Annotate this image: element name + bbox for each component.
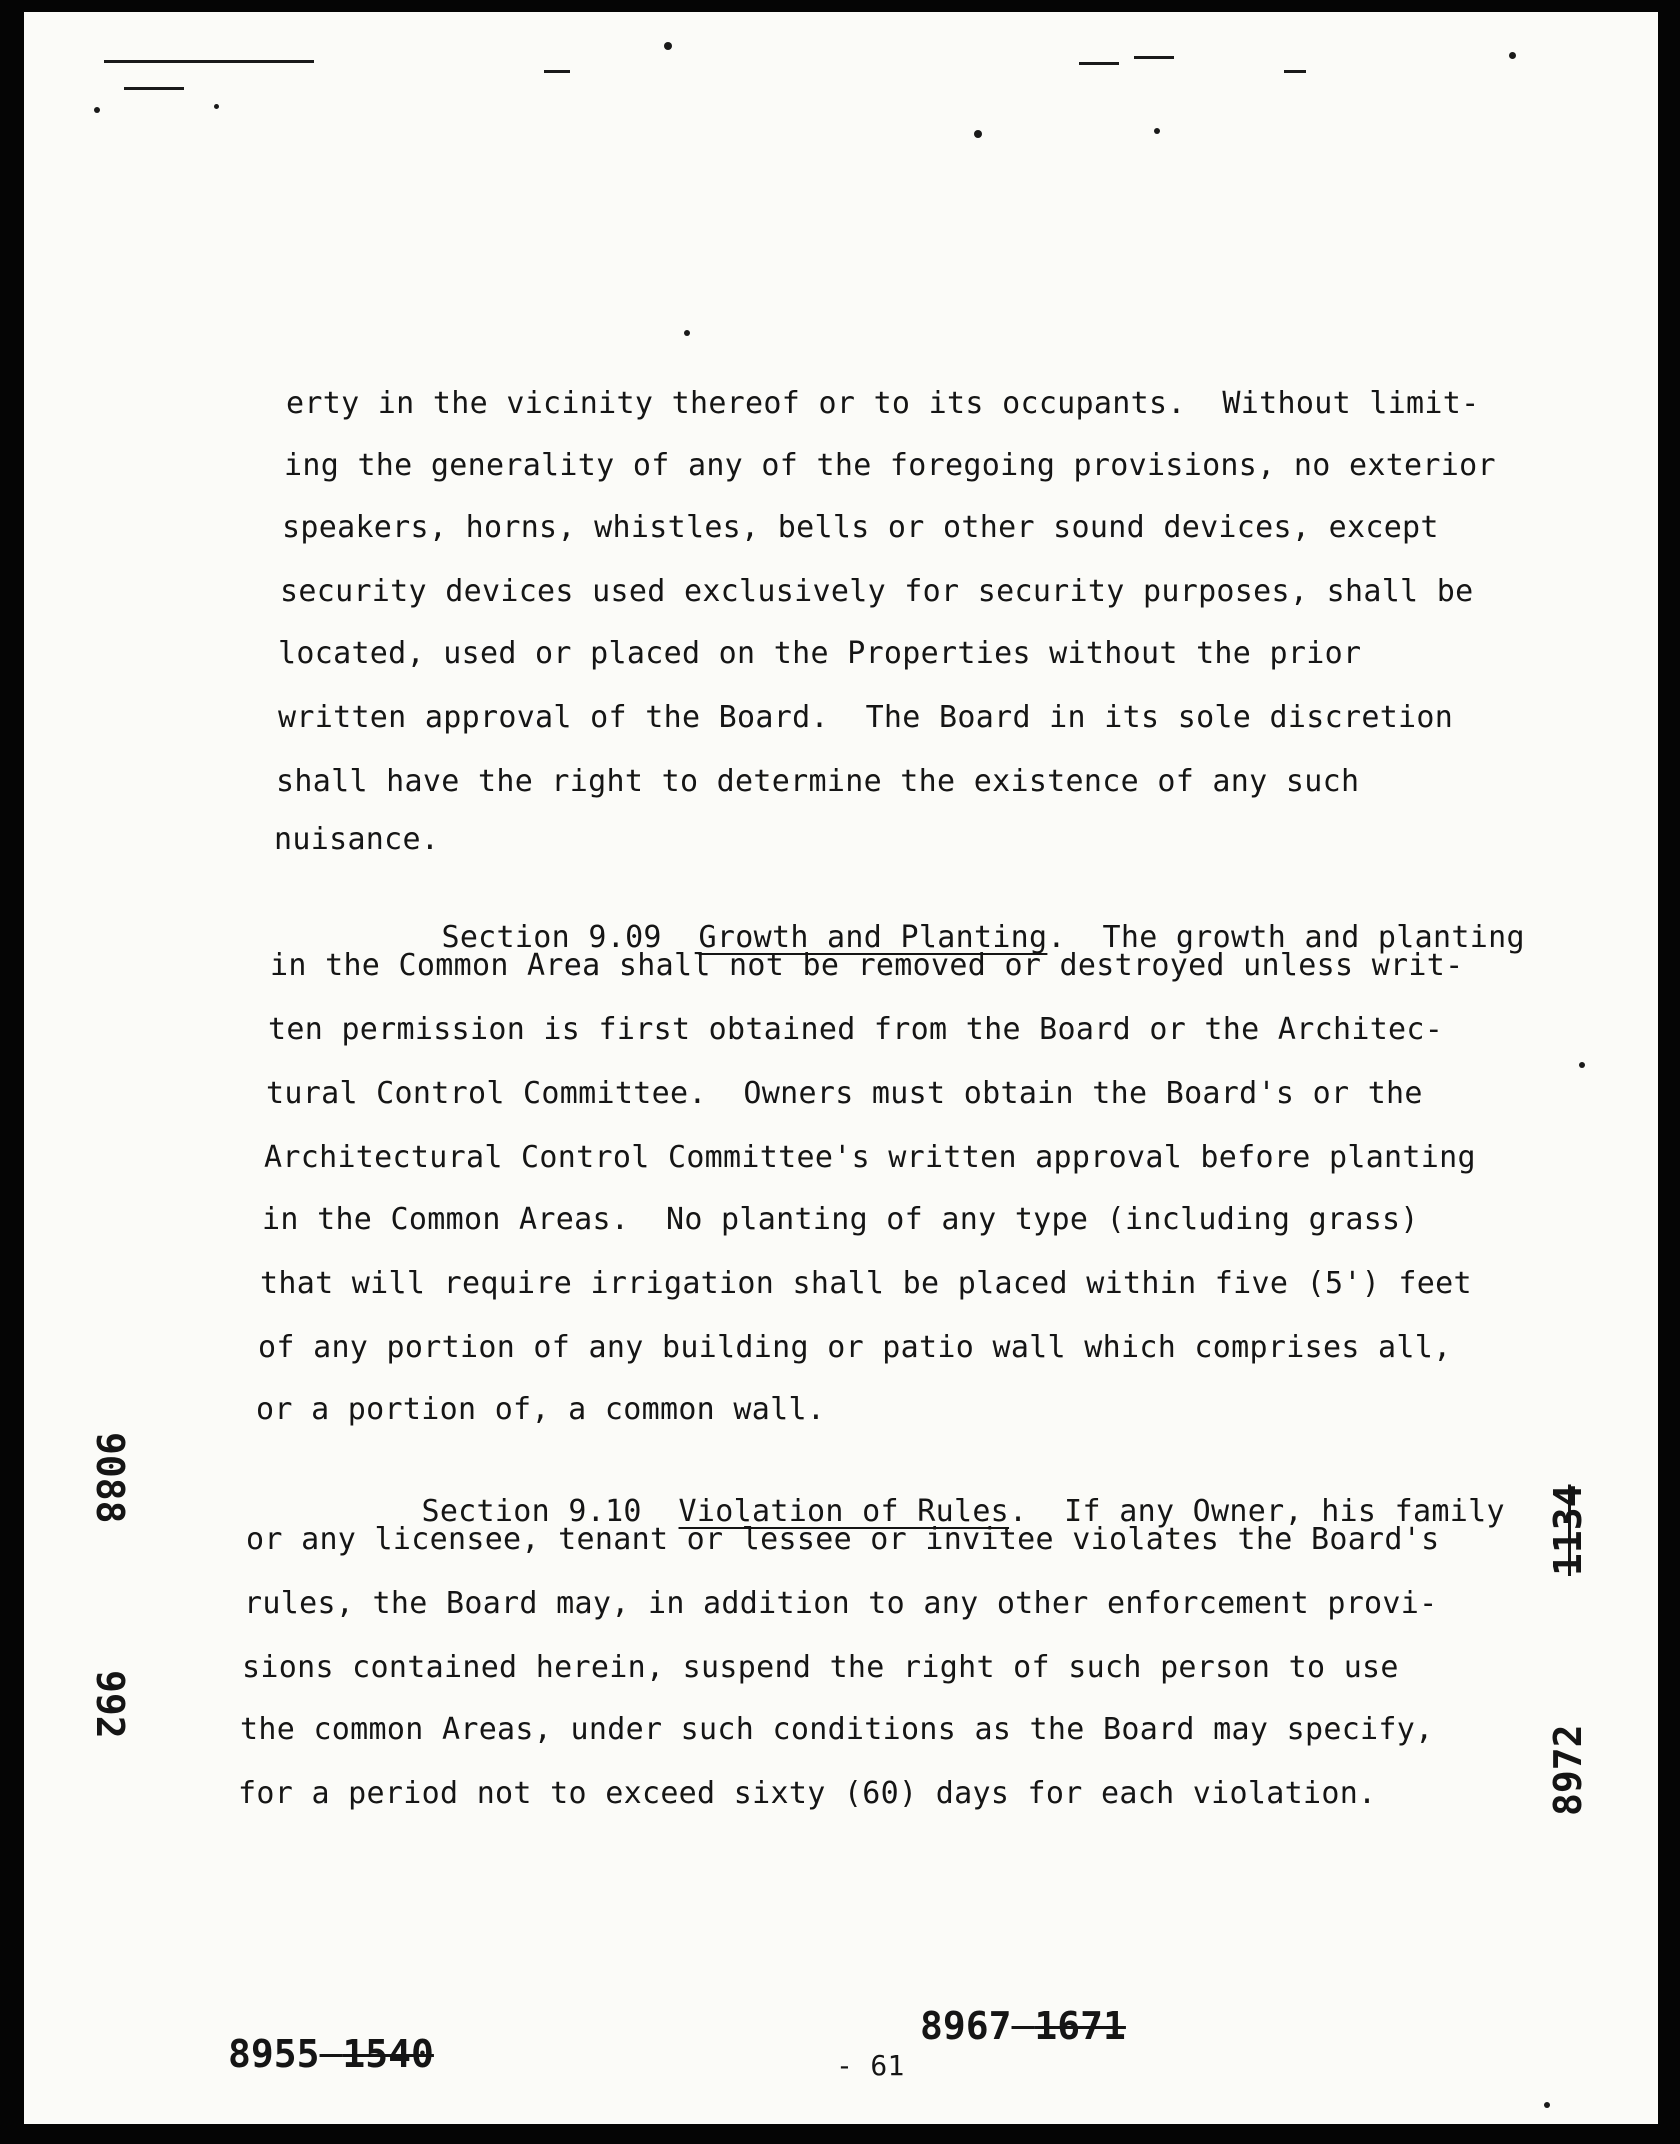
section-heading: Violation of Rules: [678, 1494, 1010, 1529]
paragraph-line: speakers, horns, whistles, bells or other sound devices, except: [282, 510, 1439, 545]
scan-noise: [1509, 52, 1516, 59]
stamp-strike-line: [1012, 2004, 1035, 2048]
page-number: - 61: [836, 2049, 905, 2082]
paragraph-line: located, used or placed on the Properties without the prior: [278, 636, 1362, 671]
section-number: Section 9.10: [421, 1494, 642, 1529]
section-910-line: the common Areas, under such conditions as the Board may specify,: [240, 1712, 1434, 1747]
section-909-line: in the Common Areas. No planting of any type (including grass): [262, 1202, 1419, 1237]
scan-noise: [544, 70, 570, 73]
scan-noise: [214, 104, 219, 109]
stamp-number: 8955: [228, 2032, 320, 2076]
section-909-line: that will require irrigation shall be placed within five (5') feet: [260, 1266, 1472, 1301]
scan-noise: [1579, 1062, 1585, 1068]
section-909-line: in the Common Area shall not be removed or destroyed unless writ-: [270, 948, 1464, 983]
stamp-strike-line: [320, 2032, 343, 2076]
scan-noise: [974, 130, 982, 138]
stamp-number: 8967: [920, 2004, 1012, 2048]
stamp-number: 1671: [1034, 2004, 1126, 2048]
scan-noise: [1284, 70, 1306, 73]
scan-noise: [684, 330, 690, 336]
scan-noise: [124, 87, 184, 90]
scan-noise: [1544, 2102, 1550, 2108]
section-text: . If any Owner, his family: [1009, 1494, 1505, 1529]
scan-noise: [1134, 56, 1174, 59]
right-margin-stamp-bottom: 8972: [1546, 1724, 1590, 1816]
right-margin-stamp-top: 1134: [1546, 1484, 1590, 1576]
section-909-line: ten permission is first obtained from the Board or the Architec-: [268, 1012, 1444, 1047]
bottom-right-stamp: [920, 2004, 1126, 2048]
section-909-line: tural Control Committee. Owners must obtain the Board's or the: [266, 1076, 1423, 1111]
paragraph-line: security devices used exclusively for security purposes, shall be: [280, 574, 1474, 609]
paragraph-line: nuisance.: [274, 822, 440, 857]
section-910-line: sions contained herein, suspend the right of such person to use: [242, 1650, 1399, 1685]
document-page: [24, 12, 1658, 2124]
scan-noise: [1079, 62, 1119, 65]
stamp-number: 1540: [342, 2032, 434, 2076]
scan-noise: [104, 60, 314, 63]
section-909-line: or a portion of, a common wall.: [256, 1392, 826, 1427]
section-910-line: rules, the Board may, in addition to any other enforcement provi-: [244, 1586, 1438, 1621]
paragraph-line: written approval of the Board. The Board in its sole discretion: [278, 700, 1454, 735]
section-heading: Growth and Planting: [698, 920, 1048, 955]
section-number: Section 9.09: [441, 920, 662, 955]
scan-noise: [94, 107, 100, 113]
section-910-line: or any licensee, tenant or lessee or invitee violates the Board's: [246, 1522, 1440, 1557]
scan-noise: [664, 42, 672, 50]
section-910-line: for a period not to exceed sixty (60) days for each violation.: [238, 1776, 1377, 1811]
paragraph-line: erty in the vicinity thereof or to its occupants. Without limit-: [286, 386, 1480, 421]
paragraph-line: shall have the right to determine the existence of any such: [276, 764, 1360, 799]
left-margin-stamp-bottom: 992: [88, 1670, 132, 1739]
left-margin-stamp-top: 9088: [88, 1432, 132, 1524]
section-909-line: of any portion of any building or patio wall which comprises all,: [258, 1330, 1452, 1365]
bottom-left-stamp: [228, 2032, 434, 2076]
section-909-line: Architectural Control Committee's written approval before planting: [264, 1140, 1476, 1175]
scan-noise: [1154, 128, 1160, 134]
paragraph-line: ing the generality of any of the foregoing provisions, no exterior: [284, 448, 1496, 483]
section-text: . The growth and planting: [1047, 920, 1525, 955]
